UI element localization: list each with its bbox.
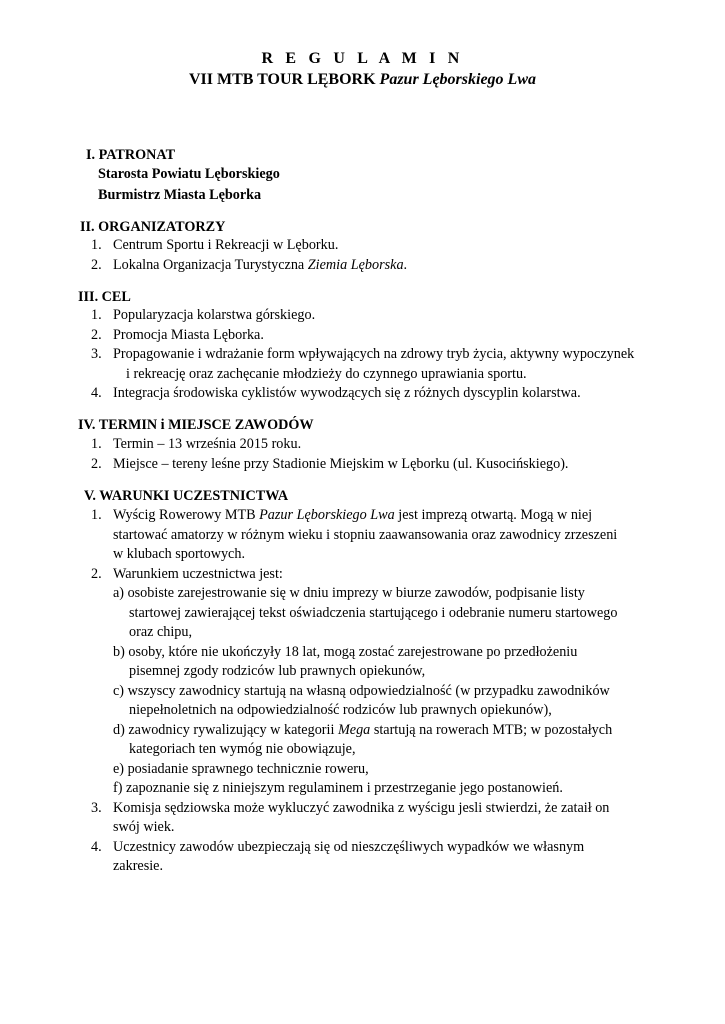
- list-number: 1.: [91, 436, 102, 452]
- list-number: 1.: [91, 237, 102, 253]
- list-number: 3.: [91, 346, 102, 362]
- list-item-continuation: w klubach sportowych.: [113, 546, 245, 562]
- list-item: Uczestnicy zawodów ubezpieczają się od nieszczęśliwych wypadków we własnym: [113, 839, 585, 855]
- list-item: Komisja sędziowska może wykluczyć zawodnika z wyścigu jesli stwierdzi, że zataił on: [113, 800, 610, 816]
- sub-item: f) zapoznanie się z niniejszym regulaminem i przestrzeganie jego postanowień.: [113, 780, 563, 796]
- sub-item: d) zawodnicy rywalizujący w kategorii Mega startują na rowerach MTB; w pozostałych: [113, 722, 613, 738]
- list-number: 3.: [91, 800, 102, 816]
- section-heading-organizatorzy: II. ORGANIZATORZY: [80, 219, 226, 235]
- list-item: Warunkiem uczestnictwa jest:: [113, 566, 283, 582]
- list-item: Wyścig Rowerowy MTB Pazur Lęborskiego Lwa jest imprezą otwartą. Mogą w niej: [113, 507, 593, 523]
- list-number: 2.: [91, 566, 102, 582]
- subtitle-bold: VII MTB TOUR LĘBORK: [188, 71, 380, 88]
- list-number: 4.: [91, 839, 102, 855]
- list-item-continuation: startować amatorzy w różnym wieku i stopniu zaawansowania oraz zawodnicy zrzeszeni: [113, 527, 618, 543]
- sub-item-continuation: niepełnoletnich na odpowiedzialność rodziców lub prawnych opiekunów),: [129, 702, 552, 718]
- list-item: Termin – 13 września 2015 roku.: [113, 436, 302, 452]
- list-item: Promocja Miasta Lęborka.: [113, 327, 264, 343]
- sub-item: b) osoby, które nie ukończyły 18 lat, mogą zostać zarejestrowane po przedłożeniu: [113, 644, 578, 660]
- list-number: 1.: [91, 307, 102, 323]
- list-number: 2.: [91, 327, 102, 343]
- subtitle-italic: Pazur Lęborskiego Lwa: [379, 71, 536, 88]
- section-heading-termin: IV. TERMIN i MIEJSCE ZAWODÓW: [78, 417, 314, 433]
- section-heading-cel: III. CEL: [78, 289, 131, 305]
- sub-item: a) osobiste zarejestrowanie się w dniu imprezy w biurze zawodów, podpisanie listy: [113, 585, 585, 601]
- list-item-continuation: swój wiek.: [113, 819, 175, 835]
- list-item-continuation: zakresie.: [113, 858, 164, 874]
- patron-line: Burmistrz Miasta Lęborka: [98, 187, 262, 203]
- section-heading-patronat: I. PATRONAT: [86, 147, 176, 163]
- list-item-continuation: i rekreację oraz zachęcanie młodzieży do czynnego uprawiania sportu.: [126, 366, 527, 382]
- list-number: 2.: [91, 257, 102, 273]
- sub-item: e) posiadanie sprawnego technicznie roweru,: [113, 761, 369, 777]
- list-item: Propagowanie i wdrażanie form wpływających na zdrowy tryb życia, aktywny wypoczynek: [113, 346, 635, 362]
- list-number: 1.: [91, 507, 102, 523]
- document-subtitle: [0, 71, 725, 89]
- list-item: Integracja środowiska cyklistów wywodzących się z różnych dyscyplin kolarstwa.: [113, 385, 581, 401]
- document-title: R E G U L A M I N: [261, 50, 464, 67]
- list-item: Miejsce – tereny leśne przy Stadionie Miejskim w Lęborku (ul. Kusocińskiego).: [113, 456, 569, 472]
- sub-item-continuation: pisemnej zgody rodziców lub prawnych opiekunów,: [129, 663, 426, 679]
- list-item: Lokalna Organizacja Turystyczna Ziemia Lęborska.: [113, 257, 408, 273]
- list-number: 2.: [91, 456, 102, 472]
- sub-item-continuation: kategoriach ten wymóg nie obowiązuje,: [129, 741, 356, 757]
- sub-item-continuation: startowej zawierającej tekst oświadczenia startującego i odebranie numeru startowego: [129, 605, 618, 621]
- patron-line: Starosta Powiatu Lęborskiego: [98, 166, 280, 182]
- list-number: 4.: [91, 385, 102, 401]
- sub-item-continuation: oraz chipu,: [129, 624, 193, 640]
- sub-item: c) wszyscy zawodnicy startują na własną odpowiedzialność (w przypadku zawodników: [113, 683, 610, 699]
- section-heading-warunki: V. WARUNKI UCZESTNICTWA: [84, 488, 289, 504]
- list-item: Centrum Sportu i Rekreacji w Lęborku.: [113, 237, 339, 253]
- list-item: Popularyzacja kolarstwa górskiego.: [113, 307, 316, 323]
